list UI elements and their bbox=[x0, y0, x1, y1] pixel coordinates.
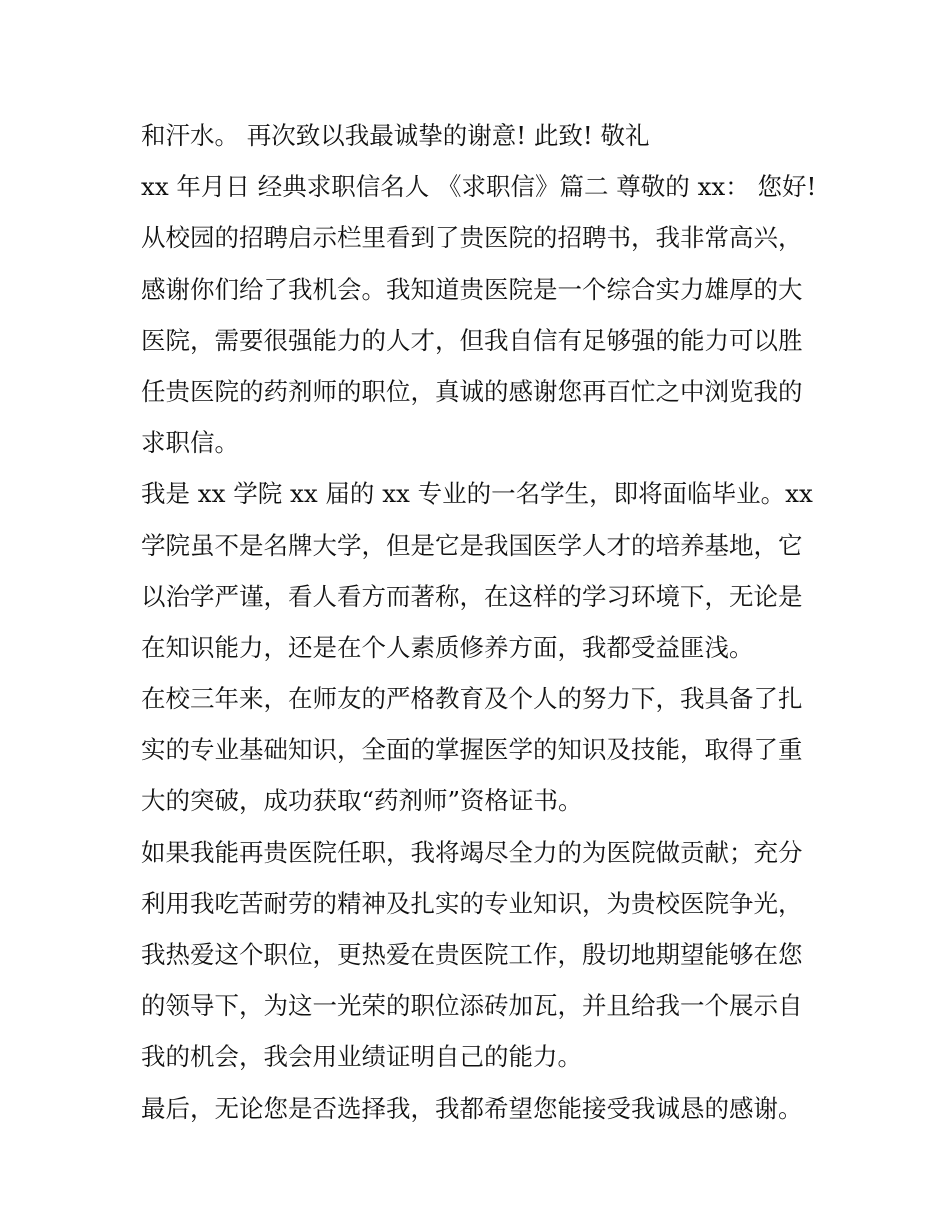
text-line: 我热爱这个职位，更热爱在贵医院工作，殷切地期望能够在您 bbox=[141, 940, 803, 969]
text-line: 最后，无论您是否选择我，我都希望您能接受我诚恳的感谢。 bbox=[141, 1093, 803, 1123]
text-line: 在校三年来，在师友的严格教育及个人的努力下，我具备了扎 bbox=[141, 684, 803, 714]
text-line: 大的突破，成功获取“药剂师”资格证书。 bbox=[141, 786, 583, 816]
text-line: 求职信。 bbox=[141, 428, 239, 458]
text-line: 以治学严谨，看人看方而著称，在这样的学习环境下，无论是 bbox=[141, 581, 803, 611]
text-line: 在知识能力，还是在个人素质修养方面，我都受益匪浅。 bbox=[141, 632, 754, 662]
text-line: xx 年月日 经典求职信名人 《求职信》篇二 尊敬的 xx： 您好! bbox=[141, 172, 817, 202]
text-line: 实的专业基础知识，全面的掌握医学的知识及技能，取得了重 bbox=[141, 735, 803, 765]
letter-body bbox=[141, 110, 821, 1134]
text-line: 的领导下，为这一光荣的职位添砖加瓦，并且给我一个展示自 bbox=[141, 991, 803, 1021]
text-line: 学院虽不是名牌大学，但是它是我国医学人才的培养基地，它 bbox=[141, 530, 803, 560]
text-line: 利用我吃苦耐劳的精神及扎实的专业知识，为贵校医院争光， bbox=[141, 888, 803, 918]
text-line: 我是 xx 学院 xx 届的 xx 专业的一名学生，即将面临毕业。xx bbox=[141, 479, 813, 509]
text-line: 任贵医院的药剂师的职位，真诚的感谢您再百忙之中浏览我的 bbox=[141, 376, 803, 406]
text-line: 我的机会，我会用业绩证明自己的能力。 bbox=[141, 1042, 582, 1072]
text-line: 医院，需要很强能力的人才，但我自信有足够强的能力可以胜 bbox=[141, 325, 803, 355]
text-line: 从校园的招聘启示栏里看到了贵医院的招聘书，我非常高兴， bbox=[141, 223, 803, 253]
text-line: 感谢你们给了我机会。我知道贵医院是一个综合实力雄厚的大 bbox=[141, 274, 803, 304]
text-line: 和汗水。 再次致以我最诚挚的谢意! 此致! 敬礼 bbox=[141, 121, 650, 150]
text-line: 如果我能再贵医院任职，我将竭尽全力的为医院做贡献；充分 bbox=[141, 837, 803, 867]
